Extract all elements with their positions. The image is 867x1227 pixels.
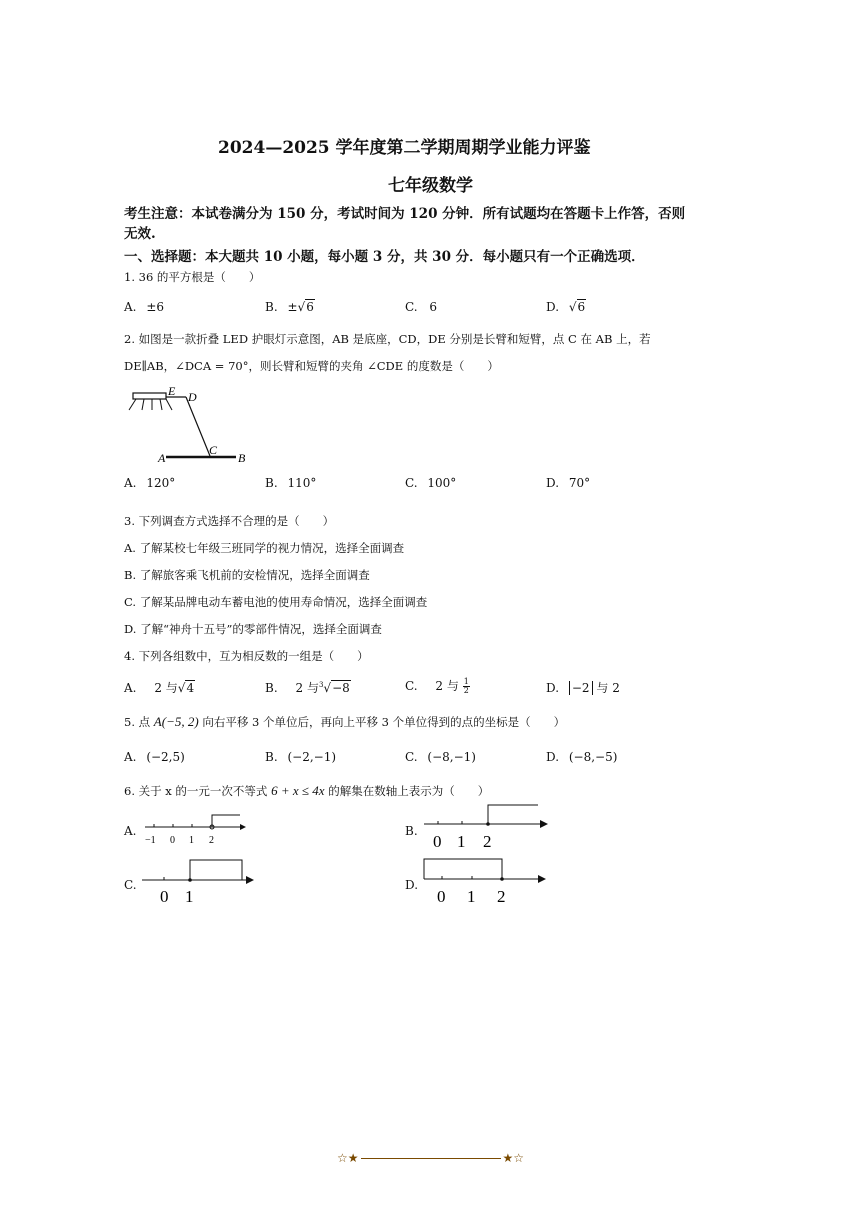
tick-label: 1: [457, 832, 466, 851]
long-arm-cd: [186, 397, 210, 456]
option-right: 2: [612, 681, 620, 695]
tick-label: 1: [467, 887, 476, 906]
q6-stem-pre: 6. 关于 x 的一元一次不等式: [124, 784, 268, 798]
option-value: 70°: [568, 476, 591, 490]
tick-label: 2: [483, 832, 492, 851]
q4-option-b: B. 2 与$^3$√−8: [265, 681, 350, 695]
q1-option-c: [405, 300, 437, 314]
option-value: ±6: [146, 300, 165, 314]
option-label: D.: [546, 681, 560, 695]
option-radicand: 6: [306, 300, 314, 314]
label-d: D: [188, 390, 197, 404]
q3-option-a: A. 了解某校七年级三班同学的视力情况，选择全面调查: [124, 541, 405, 555]
axis-arrow: [538, 875, 546, 883]
q6-option-b-number-line: [422, 802, 552, 852]
option-connector: 与: [165, 681, 178, 695]
option-connector: 与: [306, 681, 319, 695]
label-e: E: [168, 384, 176, 398]
option-label: C.: [405, 300, 418, 314]
option-left: 2: [154, 681, 162, 695]
q6-option-a-label: A.: [124, 824, 137, 838]
option-connector: 与: [446, 679, 459, 693]
option-radicand: 4: [186, 681, 195, 695]
lamp-figure: [124, 384, 264, 469]
light-ray: [160, 399, 162, 410]
q6-option-d-number-line: [422, 856, 552, 906]
q4-option-d: [546, 679, 620, 696]
footer-divider: [361, 1158, 501, 1159]
label-a: A: [158, 451, 166, 465]
option-label: B.: [265, 750, 278, 764]
option-value: 110°: [287, 476, 317, 490]
label-b: B: [238, 451, 246, 465]
label-c: C: [209, 443, 218, 457]
q2-option-d: [546, 476, 590, 490]
option-value: (−8,−1): [427, 750, 476, 764]
q5-option-d: [546, 750, 617, 764]
tick-label: 0: [160, 887, 169, 906]
q6-option-b-label: B.: [405, 824, 418, 838]
q3-option-c: C. 了解某品牌电动车蓄电池的使用寿命情况，选择全面调查: [124, 595, 428, 609]
q5-option-c: [405, 750, 476, 764]
notice-line-2: 无效.: [124, 226, 156, 242]
option-label: B.: [265, 476, 278, 490]
q6-stem-post: 的解集在数轴上表示为（ ）: [328, 784, 490, 798]
notice-line-1: 考生注意：本试卷满分为 150 分，考试时间为 120 分钟．所有试题均在答题卡上作答，否则: [124, 206, 686, 222]
tick-label: 2: [497, 887, 506, 906]
option-connector: 与: [596, 681, 609, 695]
q3-option-b: B. 了解旅客乘飞机前的安检情况，选择全面调查: [124, 568, 370, 582]
option-radicand: −8: [332, 681, 350, 695]
q6-option-c-number-line: [140, 856, 260, 906]
light-ray: [129, 399, 136, 410]
option-label: D.: [546, 300, 560, 314]
solution-ray: [488, 805, 538, 824]
option-value: 120°: [146, 476, 176, 490]
option-value: (−2,5): [146, 750, 185, 764]
exam-title: 2024—2025 学年度第二学期周期学业能力评鉴: [218, 138, 591, 158]
solution-ray: [424, 859, 502, 879]
light-ray: [166, 399, 172, 410]
option-radicand: 6: [577, 300, 586, 314]
q4-option-a: A. 2 与√4: [124, 681, 195, 695]
option-label: A.: [124, 300, 137, 314]
option-value: 6: [429, 300, 438, 314]
tick-label: 1: [189, 835, 194, 846]
q1-option-a: [124, 300, 164, 314]
tick-label: 0: [170, 835, 175, 846]
exam-subtitle: 七年级数学: [388, 176, 473, 196]
q6-inequality: 6 + x ≤ 4x: [271, 783, 325, 798]
option-label: B.: [265, 681, 278, 695]
solution-ray: [212, 815, 240, 827]
q1-option-d: D. √6: [546, 300, 586, 314]
option-label: A.: [124, 681, 137, 695]
tick-label: 0: [437, 887, 446, 906]
q2-option-b: [265, 476, 316, 490]
axis-arrow: [246, 876, 254, 884]
option-left: 2: [295, 681, 304, 695]
section-heading: 一、选择题：本大题共 10 小题，每小题 3 分，共 30 分．每小题只有一个正确选项．: [124, 249, 645, 265]
star-icon: ★☆: [502, 1151, 525, 1165]
option-value: (−8,−5): [568, 750, 618, 764]
star-icon: ☆★: [337, 1151, 359, 1165]
q6-option-d-label: D.: [405, 878, 419, 892]
option-prefix: ±: [287, 300, 298, 314]
q5-point: A(−5, 2): [153, 714, 199, 729]
q5-option-b: [265, 750, 336, 764]
option-left: 2: [435, 679, 444, 693]
option-label: B.: [265, 300, 278, 314]
option-label: C.: [405, 750, 418, 764]
q1-stem: 1. 36 的平方根是（ ）: [124, 270, 261, 284]
axis-arrow: [540, 820, 548, 828]
q6-stem: [124, 783, 489, 799]
option-label: D.: [546, 750, 560, 764]
option-value: (−2,−1): [287, 750, 337, 764]
axis-arrow: [240, 824, 246, 830]
q6-option-c-label: C.: [124, 878, 137, 892]
option-label: C.: [405, 476, 418, 490]
q2-stem-line-1: 2. 如图是一款折叠 LED 护眼灯示意图，AB 是底座，CD，DE 分别是长臂和短臂，点 C 在 AB 上，若: [124, 332, 651, 346]
root-index: 3: [318, 681, 324, 689]
q5-stem-pre: 5. 点: [124, 715, 151, 729]
q1-option-b: B. ±√6: [265, 300, 314, 314]
lamp-head: [133, 393, 166, 399]
option-label: A.: [124, 476, 137, 490]
light-ray: [142, 399, 144, 410]
option-label: C.: [405, 679, 418, 693]
option-label: A.: [124, 750, 137, 764]
tick-label: 2: [209, 835, 214, 846]
q2-stem-line-2: DE∥AB，∠DCA = 70°，则长臂和短臂的夹角 ∠CDE 的度数是（ ）: [124, 359, 499, 373]
tick-label: 1: [185, 887, 194, 906]
q5-stem-post: 向右平移 3 个单位后，再向上平移 3 个单位得到的点的坐标是（ ）: [202, 715, 566, 729]
q4-option-c: [405, 677, 470, 695]
absolute-value: −2: [569, 681, 593, 695]
q5-stem: [124, 714, 565, 730]
q3-stem: 3. 下列调查方式选择不合理的是（ ）: [124, 514, 335, 528]
option-label: D.: [546, 476, 560, 490]
q6-option-a-number-line: [140, 810, 250, 850]
fraction: $\frac{1}{2}$: [463, 677, 469, 695]
q5-option-a: [124, 750, 185, 764]
solution-ray: [190, 860, 242, 880]
option-value: 100°: [427, 476, 457, 490]
page-footer-ornament: [337, 1151, 524, 1165]
q4-stem: 4. 下列各组数中，互为相反数的一组是（ ）: [124, 649, 369, 663]
tick-label: −1: [145, 835, 156, 846]
tick-label: 0: [433, 832, 442, 851]
q2-option-c: [405, 476, 456, 490]
q2-option-a: [124, 476, 175, 490]
q3-option-d: D. 了解“神舟十五号”的零部件情况，选择全面调查: [124, 622, 382, 636]
